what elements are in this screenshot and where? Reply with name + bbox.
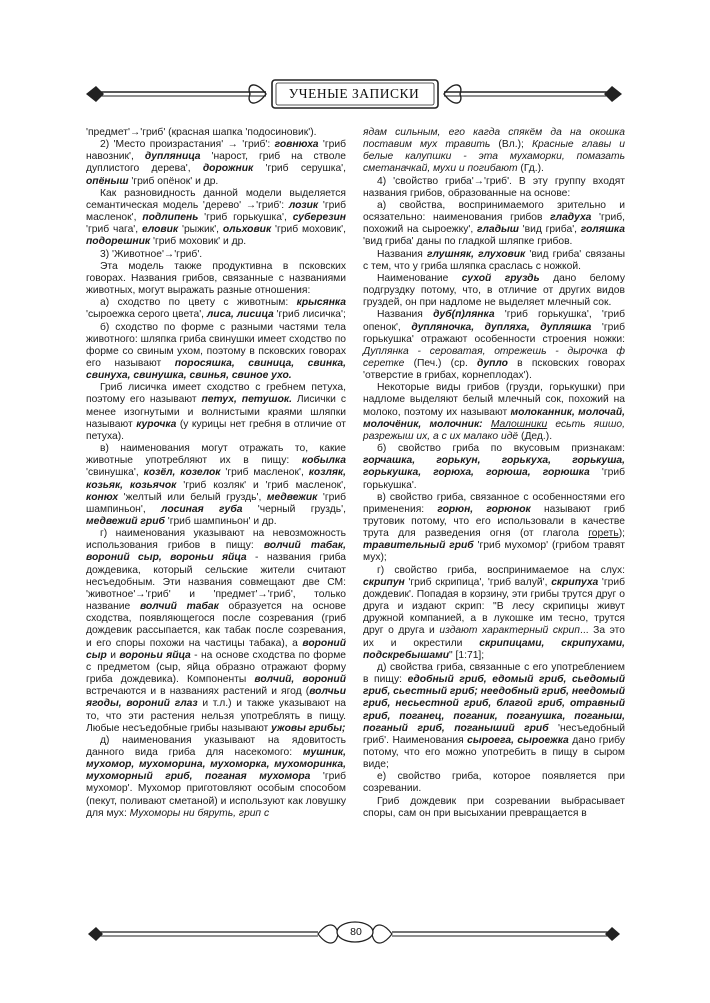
paragraph [363, 309, 625, 382]
text-segment: в) наименования могут отражать то, какие животные употребляют их в пищу: [86, 443, 346, 467]
text-segment: → [135, 588, 146, 600]
text-segment: Красные главы и белые калупшки - эта мухаморки, помазать сметаначкай, мухи и погибают [363, 139, 625, 175]
text-segment: глушняк, глуховик [426, 248, 526, 260]
text-segment: мушник, мухомор, мухоморина, мухоморка, мухоморинка, мухоморный гриб, поганая мухомора [86, 746, 346, 783]
text-segment: д) наименования указывают на ядовитость данного вида гриба для насекомого: [86, 734, 346, 758]
text-segment: сухой груздь [461, 272, 540, 284]
paragraph [86, 188, 346, 249]
text-segment: петух, петушок. [201, 394, 292, 406]
paragraph [86, 528, 346, 735]
paragraph [86, 322, 346, 383]
text-segment: Малошники [490, 418, 548, 430]
text-segment: встречаются и в названиях растений и ягод ( [86, 686, 310, 698]
text-segment: г) свойство гриба, воспринимаемое на слух: [377, 564, 625, 576]
text-segment: → [245, 199, 257, 211]
text-segment: 'гриб': [237, 139, 275, 151]
text-segment: волчьи ягоды, вороний глаз [86, 686, 346, 710]
text-segment: 'вид гриба', [518, 224, 581, 236]
text-segment: Названия [377, 248, 427, 260]
text-segment: ); [618, 528, 625, 540]
right-text-column [363, 127, 625, 820]
paragraph [86, 139, 346, 188]
text-segment: 'черный груздь', [242, 503, 346, 515]
text-segment: 'гриб масленок', [86, 199, 346, 224]
text-segment: 'гриб мухомор'. Мухомор приготовляют особым способом (пекут, поливают сметаной) и используют как ловушку для мух: [86, 771, 346, 819]
text-segment: 'гриб горькушка'. [363, 467, 626, 491]
paragraph [363, 565, 625, 662]
text-segment: еловик [141, 224, 179, 236]
text-segment: и [106, 649, 120, 661]
text-segment: г) наименования указывают на невозможность использования грибов в пищу: [86, 528, 346, 552]
text-segment: 'вид гриба' даны по гладкой шляпке грибов. [363, 236, 573, 248]
text-segment: гладуха [550, 212, 592, 224]
text-segment: 'гриб скрипица', 'гриб валуй', [404, 576, 552, 588]
text-segment: 'нарост, гриб на стволе дуплистого дерева', [86, 151, 346, 175]
text-segment: издают характерный скрип [439, 625, 580, 637]
text-segment: молоканник, молочай, молочёник, молочник: [363, 406, 625, 430]
text-segment: в) свойство гриба, связанное с особенностями его применения: [363, 491, 625, 515]
text-segment: 'гриб мухомор' (грибом травят мух); [363, 540, 625, 564]
text-segment: Лисички с менее изогнутыми и волнистыми краями шляпки называют [86, 394, 347, 430]
text-segment: → [257, 588, 268, 600]
paragraph [363, 127, 625, 176]
text-segment: 'свинушка', [86, 467, 144, 479]
text-segment: крысянка [296, 297, 346, 309]
text-segment: 'гриб моховик', [271, 224, 346, 236]
text-segment: ужовы грибы; [271, 722, 346, 734]
text-segment: ... За это их и окрестили [363, 625, 626, 649]
text-segment: Гриб лисичка имеет сходство с гребнем петуха, поэтому его называют [86, 382, 346, 406]
paragraph [86, 261, 346, 297]
text-segment: е) свойство гриба, которое появляется при созревании. [363, 771, 625, 795]
text-segment: 'предмет' [86, 127, 130, 138]
page-number: 80 [350, 926, 362, 938]
text-segment: козёл, козелок [143, 467, 221, 479]
text-segment: конюх [86, 491, 119, 503]
text-segment: (у курицы нет гребня в отличие от петуха). [86, 418, 346, 442]
text-segment: 'гриб горькушка', 'гриб опенок', [363, 309, 625, 333]
text-segment: 'гриб масленок', [220, 467, 309, 479]
text-segment: 3) 'Животное' [100, 248, 164, 260]
text-segment: 4) 'свойство гриба' [377, 175, 474, 187]
text-segment: травительный гриб [363, 540, 474, 552]
text-segment: поросяшка, свиница, свинка, свинуха, свинушка, свинья, свиное ухо. [86, 357, 347, 382]
text-segment: Наименование [377, 272, 462, 284]
text-segment: скрипун [363, 576, 405, 588]
paragraph [86, 382, 346, 443]
text-segment: 'гриб навозник', [86, 139, 346, 163]
left-text-column [86, 127, 346, 820]
text-segment: дупляница [144, 151, 201, 163]
text-segment: Как разновидность данной модели выделяется семантическая модель 'дерево' [86, 187, 346, 211]
paragraph [363, 200, 625, 249]
text-segment: горюн, горюнок [437, 503, 531, 515]
text-segment: дорожник [202, 163, 254, 175]
text-segment: 'гриб шампиньон', [86, 491, 346, 515]
paragraph [86, 735, 346, 820]
paragraph [363, 492, 625, 565]
text-segment: б) сходство по форме с разными частями тела животного: шляпка гриба свинушки имеет сходство по форме со свиным ухом, поэтому в псковских говорах его называют [86, 321, 346, 369]
text-segment: (Дед.). [518, 430, 553, 442]
text-segment: 'гриб опёнок' и др. [128, 175, 219, 187]
text-segment: 'гриб': [256, 199, 289, 211]
text-segment: скрипицами, скрипухами, подскребышами [363, 637, 626, 661]
text-segment: кобылка [301, 455, 346, 467]
text-segment: а) сходство по цвету с животным: [100, 297, 297, 309]
text-segment: → [227, 139, 238, 151]
journal-title: УЧЕНЫЕ ЗАПИСКИ [288, 86, 420, 101]
paragraph [363, 443, 625, 492]
paragraph [363, 771, 625, 795]
text-segment: подорешник [86, 236, 151, 248]
text-segment: д) свойства гриба, связанные с его употреблением в пищу: [363, 661, 625, 686]
text-segment: 'желтый или белый груздь', [118, 491, 267, 503]
text-segment: (Гд.). [517, 163, 544, 175]
text-segment: Некоторые виды грибов (грузди, горькушки) при надломе выделяют белый млечный сок, похожий на молоко, поэтому их называют [363, 382, 625, 418]
text-segment: волчий табак, вороний сыр, вороньи яйца [86, 540, 346, 564]
text-segment: медвежик [266, 491, 318, 503]
text-segment: (Вл.); [490, 139, 532, 151]
text-segment: называют гриб трутовик потому, что его использовали в качестве трута для разведения огня (от глагола [363, 503, 625, 540]
text-segment: 'сыроежка серого цвета', [86, 309, 207, 321]
paragraph [363, 796, 625, 820]
paragraph [363, 662, 625, 771]
paragraph [86, 443, 346, 528]
text-segment: суберезин [292, 212, 347, 224]
text-segment: 'гриб горькушка' отражают особенности строения ножки: [363, 321, 625, 345]
text-segment: говнюха [274, 139, 319, 151]
text-segment: → [163, 248, 175, 260]
text-segment: ядам сильным, его кагда спякём да на окошка поставим мух травить [363, 127, 625, 151]
text-segment: " [1:71]; [449, 649, 485, 661]
text-segment: дупло [477, 357, 508, 369]
text-segment: 'гриб', только название [86, 588, 347, 613]
text-segment: → [129, 127, 141, 138]
text-segment: - названия гриба дождевика, который сельские жители считают несъедобным. Эти названия совмещают две СМ: 'животное' [86, 552, 346, 600]
text-segment: Названия [377, 309, 434, 321]
text-segment: вороний сыр [86, 637, 346, 661]
text-segment: образуется на основе сходства, появляющегося после созревания (гриб дождевик рассыпается, как табак после созревания, и его споры похожи на частицы табака), а [86, 601, 346, 649]
text-segment: волчий, вороний [254, 674, 346, 686]
text-segment: 'гриб козляк' и 'гриб масленок', [176, 479, 347, 491]
text-segment: 'гриб чага', [86, 224, 142, 236]
text-segment: скрипуха [551, 576, 599, 588]
text-segment: 'гриб дождевик'. Попадая в корзину, эти грибы трутся друг о друга и издают скрип: "В лесу скрипицы живут дружной компанией, а в лукошке им тесно, трутся друг о друга и [363, 576, 625, 637]
paragraph [363, 273, 625, 309]
text-segment: в псковских говорах 'отверстие в грибах, корнеплодах'). [363, 357, 625, 382]
text-segment: → [473, 175, 484, 187]
text-segment: Гриб дождевик при созревании выбрасывает споры, сам он при высыхании превращается в [363, 795, 625, 819]
text-segment: вороньи яйца [119, 649, 191, 661]
text-segment: 'гриб серушка', [253, 163, 346, 175]
text-segment: лозик [288, 199, 319, 211]
text-segment: 'гриб' (красная шапка 'подосиновик'). [140, 127, 317, 138]
text-segment: б) свойство гриба по вкусовым признакам: [377, 443, 625, 455]
text-segment: 'несъедобный гриб'. Наименования [363, 722, 625, 746]
text-segment: горчашка, горькун, горькуха, горькуша, горькушка, горюха, горюша, горюшка [363, 455, 625, 479]
paragraph [86, 297, 346, 321]
text-segment: Дуплянка - сероватая, отрежешь - дырочка ф серетке [363, 345, 625, 369]
text-segment: 2) 'Место произрастания' [100, 139, 228, 151]
text-segment: дано белому подгруздку потому, что, в отличие от других видов груздей, он при надломе не выделяет млечный сок. [363, 272, 625, 309]
text-segment: козляк, козьяк, козьячок [86, 467, 347, 491]
text-segment: дано грибу потому, что его можно употребить в пищу в сыром виде; [363, 734, 625, 771]
paragraph [363, 382, 625, 443]
text-segment: едобный гриб, едомый гриб, сьедомый гриб, сьестный гриб; неедобный гриб, неедомый гриб, несьестной гриб, благой гриб, отравный гриб, поганец, поганик, поганушка, поганыш, поганый гриб, поганыший гриб [363, 674, 625, 734]
text-segment: 'гриб горькушка', [198, 212, 293, 224]
text-segment: дупляночка, дупляха, дупляшка [411, 321, 592, 333]
text-segment: голяшка [580, 224, 625, 236]
text-segment: 'рыжик', [178, 224, 223, 236]
text-segment: волчий табак [139, 601, 219, 613]
text-segment: лиса, лисица [206, 309, 274, 321]
text-segment: 'гриб моховик' и др. [150, 236, 247, 248]
text-segment: курочка [136, 418, 177, 430]
text-segment: медвежий гриб [86, 516, 165, 527]
text-segment: 'гриб шампиньон' и др. [164, 516, 277, 527]
text-segment: лосиная губа [161, 503, 243, 515]
text-segment: ольховик [222, 224, 272, 236]
text-segment: 'гриб, похожий на сыроежку', [363, 212, 625, 236]
text-segment [483, 419, 491, 430]
text-segment: (Печ.) (ср. [404, 357, 478, 369]
paragraph [363, 176, 625, 200]
paragraph [86, 249, 346, 261]
text-segment: подлипень [142, 212, 199, 224]
text-segment: гладыш [476, 224, 519, 236]
text-segment: и т.л.) и также указывают на то, что эти растения нельзя употреблять в пищу. Любые несъедобные грибы называют [86, 698, 346, 734]
text-segment: 'гриб' и 'предмет' [145, 588, 258, 600]
text-segment: а) свойства, воспринимаемого зрительно и осязательно: наименования грибов [363, 199, 625, 224]
text-segment: дуб(п)лянка [433, 309, 495, 321]
text-segment: 'гриб лисичка'; [273, 309, 346, 321]
paragraph [363, 249, 625, 273]
text-segment: сыроега, сыроежка [467, 734, 569, 746]
text-segment: 'вид гриба' связаны с тем, что у гриба шляпка сраслась с ножкой. [363, 248, 625, 272]
paragraph [86, 127, 346, 139]
text-segment: есьть яшшо, разрежыш их, а с их малако идё [363, 418, 625, 442]
text-segment: гореть [588, 528, 619, 540]
text-segment: Мухоморы ни бяруть, грип с [129, 807, 270, 819]
text-segment: 'гриб'. [174, 248, 203, 260]
text-segment: опёныш [86, 175, 129, 187]
text-segment: - на основе сходства по форме с предметом (сыр, яйца образно отражают форму гриба дождевика). Компоненты [86, 649, 346, 686]
text-segment: 'гриб'. В эту группу входят названия грибов, образованные на основе: [363, 175, 625, 199]
text-segment: Эта модель также продуктивна в псковских говорах. Названия грибов, связанные с названиями животных, могут выражать разные отношения: [86, 260, 346, 297]
